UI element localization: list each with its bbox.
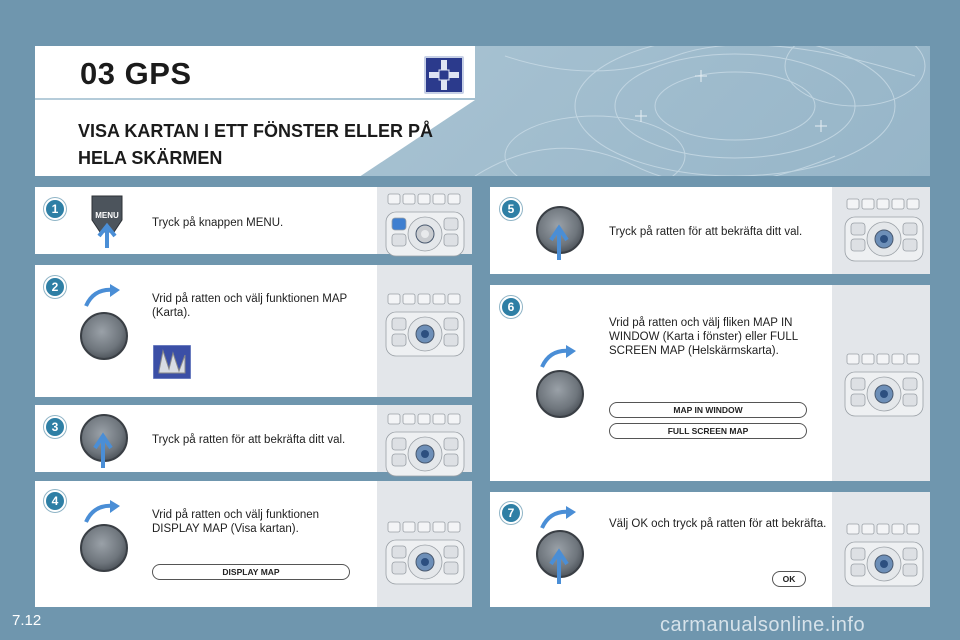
step-badge: 7 <box>500 502 522 524</box>
page-title: 03 GPS <box>80 56 192 91</box>
step-badge: 6 <box>500 296 522 318</box>
menu-key-label: MENU <box>95 211 119 220</box>
control-knob-icon <box>80 312 128 360</box>
radio-unit-icon <box>841 195 927 265</box>
menu-key-icon <box>88 192 128 250</box>
section-heading: VISA KARTAN I ETT FÖNSTER ELLER PÅ HELA SKÄRMEN <box>78 121 434 168</box>
step-text: Vrid på ratten och välj fliken MAP IN WINDOW (Karta i fönster) eller FULL SCREEN MAP (Helskärmskarta). <box>609 317 798 357</box>
rotate-arrow-icon <box>540 345 580 369</box>
rotate-arrow-icon <box>84 284 124 308</box>
watermark: carmanualsonline.info <box>660 614 866 636</box>
rotate-arrow-icon <box>84 500 124 524</box>
step-text: Tryck på ratten för att bekräfta ditt val. <box>152 434 346 446</box>
step-badge: 5 <box>500 198 522 220</box>
press-arrow-icon <box>548 546 570 586</box>
radio-unit-icon <box>382 190 468 260</box>
press-arrow-icon <box>92 430 114 470</box>
step-badge: 1 <box>44 198 66 220</box>
step-text: Tryck på knappen MENU. <box>152 217 284 229</box>
step-text: Tryck på ratten för att bekräfta ditt val. <box>609 226 803 238</box>
step-text: Välj OK och tryck på ratten för att bekräfta. <box>609 518 827 530</box>
radio-unit-icon <box>841 350 927 420</box>
radio-unit-icon <box>382 410 468 480</box>
page-number: 7.12 <box>12 612 42 629</box>
rotate-arrow-icon <box>540 506 580 530</box>
control-knob-icon <box>536 370 584 418</box>
step-badge: 2 <box>44 276 66 298</box>
display-map-option: DISPLAY MAP <box>152 564 350 580</box>
gps-crosshair-icon <box>424 56 464 94</box>
step-text: Vrid på ratten och välj funktionen MAP (Karta). <box>152 293 347 319</box>
control-knob-icon <box>80 524 128 572</box>
full-screen-map-option: FULL SCREEN MAP <box>609 423 807 439</box>
ok-option: OK <box>772 571 806 587</box>
step-text: Vrid på ratten och välj funktionen DISPLAY MAP (Visa kartan). <box>152 509 320 535</box>
step-badge: 4 <box>44 490 66 512</box>
radio-unit-icon <box>382 290 468 360</box>
radio-unit-icon <box>382 518 468 588</box>
map-in-window-option: MAP IN WINDOW <box>609 402 807 418</box>
map-function-icon <box>153 345 191 379</box>
step-badge: 3 <box>44 416 66 438</box>
radio-unit-icon <box>841 520 927 590</box>
press-arrow-icon <box>548 222 570 262</box>
